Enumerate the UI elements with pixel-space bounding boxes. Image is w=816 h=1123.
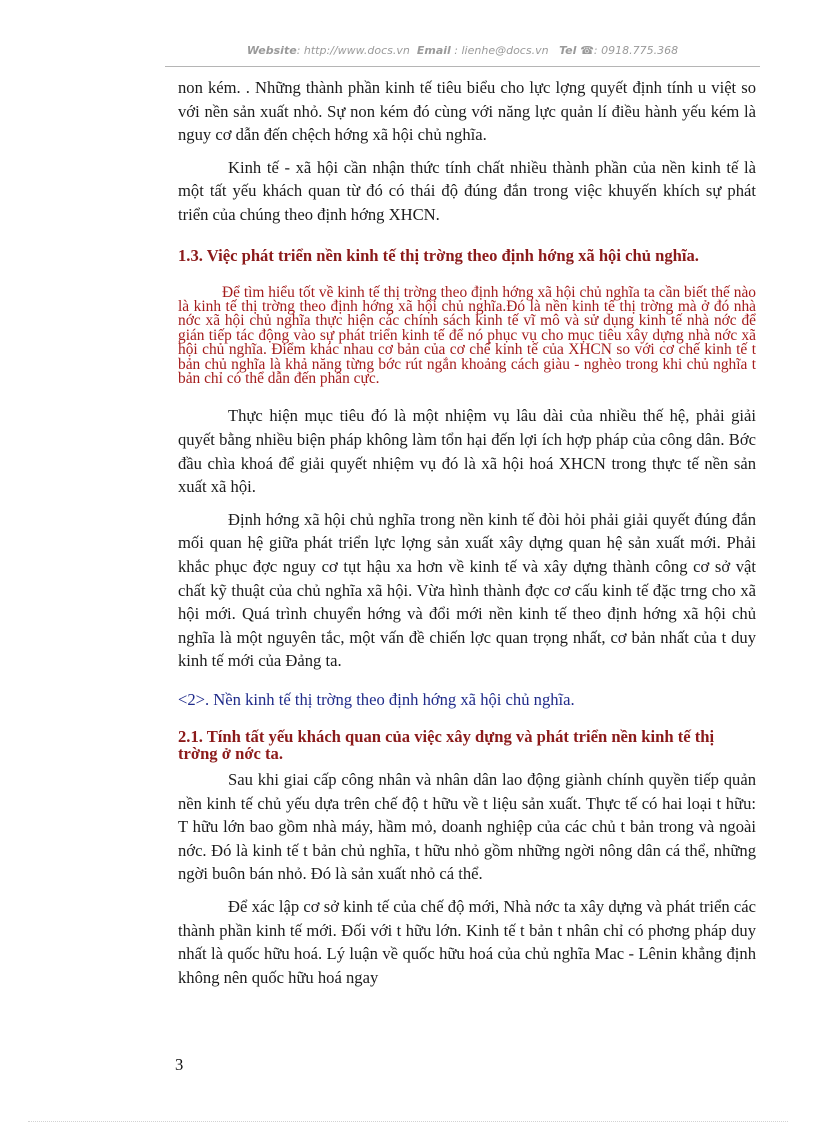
section-heading-2-1: 2.1. Tính tất yếu khách quan của việc xây dựng và phát triển nền kinh tế thị trờng ở nớc ta. [178,726,715,763]
section-heading-1-3: 1.3. Việc phát triển nền kinh tế thị trờng theo định hớng xã hội chủ nghĩa. [178,245,699,265]
highlighted-paragraph: Để tìm hiểu tốt về kinh tế thị trờng theo định hớng xã hội chủ nghĩa ta cần biết thế nào là kinh tế thị trờng theo định hớng xã hội chủ nghĩa.Đó là nền kinh tế thị trờng mà ở đó nhà nớc xã hội chủ nghĩa thực hiện các chính sách kinh tế vĩ mô và sử dụng kinh tế nhà nớc để gián tiếp tác động vào sự phát triển kinh tế để nó phục vụ cho mục tiêu xây dựng nhà nớc xã hội chủ nghĩa. Điểm khác nhau cơ bản của cơ chế kinh tế của XHCN so với cơ chế kinh tế t bản chủ nghĩa là khả năng từng bớc rút ngắn khoảng cách giàu - nghèo trong khi chủ nghĩa t bản chỉ có thể dẫn đến phân cực. [178,283,756,387]
email-label: Email [416,44,451,57]
paragraph-2: Kinh tế - xã hội cần nhận thức tính chất nhiều thành phần của nền kinh tế là một tất yếu khách quan từ đó có thái độ đúng đắn trong việc khuyến khích sự phát triển của chúng theo định hớng XHCN. [178,157,756,224]
email-value: : lienhe@docs.vn [450,44,549,57]
document-body [178,76,756,989]
tel-value: : 0918.775.368 [593,44,679,57]
page-number: 3 [175,1055,184,1074]
paragraph-1: non kém. . Những thành phần kinh tế tiêu biểu cho lực lợng quyết định tính u việt so với nền sản xuất nhỏ. Sự non kém đó cùng với năng lực quản lí điều hành yếu kém là nguy cơ dẫn đến chệch hớng xã hội chủ nghĩa. [178,78,756,145]
paragraph-4: Định hớng xã hội chủ nghĩa trong nền kinh tế đòi hỏi phải giải quyết đúng đắn mối quan hệ giữa phát triển lực lợng sản xuất xây dựng quan hệ sản xuất mới. Phải khắc phục đợc nguy cơ tụt hậu xa hơn về kinh tế và xây dựng thành công cơ sở vật chất kỹ thuật của chủ nghĩa xã hội. Vừa hình thành đợc cơ cấu kinh tế đặc trng cho xã hội mới. Quá trình chuyển hớng và đổi mới nền kinh tế theo định hớng xã hội chủ nghĩa là một nguyên tắc, một vấn đề chiến lợc quan trọng nhất, cơ bản nhất của t duy kinh tế mới của Đảng ta. [178,509,756,671]
website-value: : http://www.docs.vn [296,44,410,57]
page-header [165,44,760,67]
tel-label: Tel ☎ [559,44,594,57]
website-label: Website [246,44,297,57]
page-bottom-border [28,1121,788,1122]
paragraph-3: Thực hiện mục tiêu đó là một nhiệm vụ lâu dài của nhiều thế hệ, phải giải quyết bằng nhiều biện pháp không làm tổn hại đến lợi ích hợp pháp của công dân. Bớc đầu chìa khoá để giải quyết nhiệm vụ đó là xã hội hoá XHCN trong thực tế nền sản xuất xã hội. [178,406,756,497]
subsection-title-2: <2>. Nền kinh tế thị trờng theo định hớng xã hội chủ nghĩa. [178,689,575,709]
paragraph-5: Sau khi giai cấp công nhân và nhân dân lao động giành chính quyền tiếp quản nền kinh tế chủ yếu dựa trên chế độ t hữu về t liệu sản xuất. Thực tế có hai loại t hữu: T hữu lớn bao gồm nhà máy, hầm mỏ, doanh nghiệp của các chủ t bản trong và ngoài nớc. Đó là kinh tế t bản chủ nghĩa, t hữu nhỏ gồm những ngời nông dân cá thể, những ngời buôn bán nhỏ. Đó là sản xuất nhỏ cá thể. [178,769,756,884]
paragraph-6: Để xác lập cơ sở kinh tế của chế độ mới, Nhà nớc ta xây dựng và phát triển các thành phần kinh tế mới. Đối với t hữu lớn. Kinh tế t bản t nhân chỉ có phơng pháp duy nhất là quốc hữu hoá. Lý luận về quốc hữu hoá của chủ nghĩa Mac - Lênin khẳng định không nên quốc hữu hoá ngay [178,896,756,987]
